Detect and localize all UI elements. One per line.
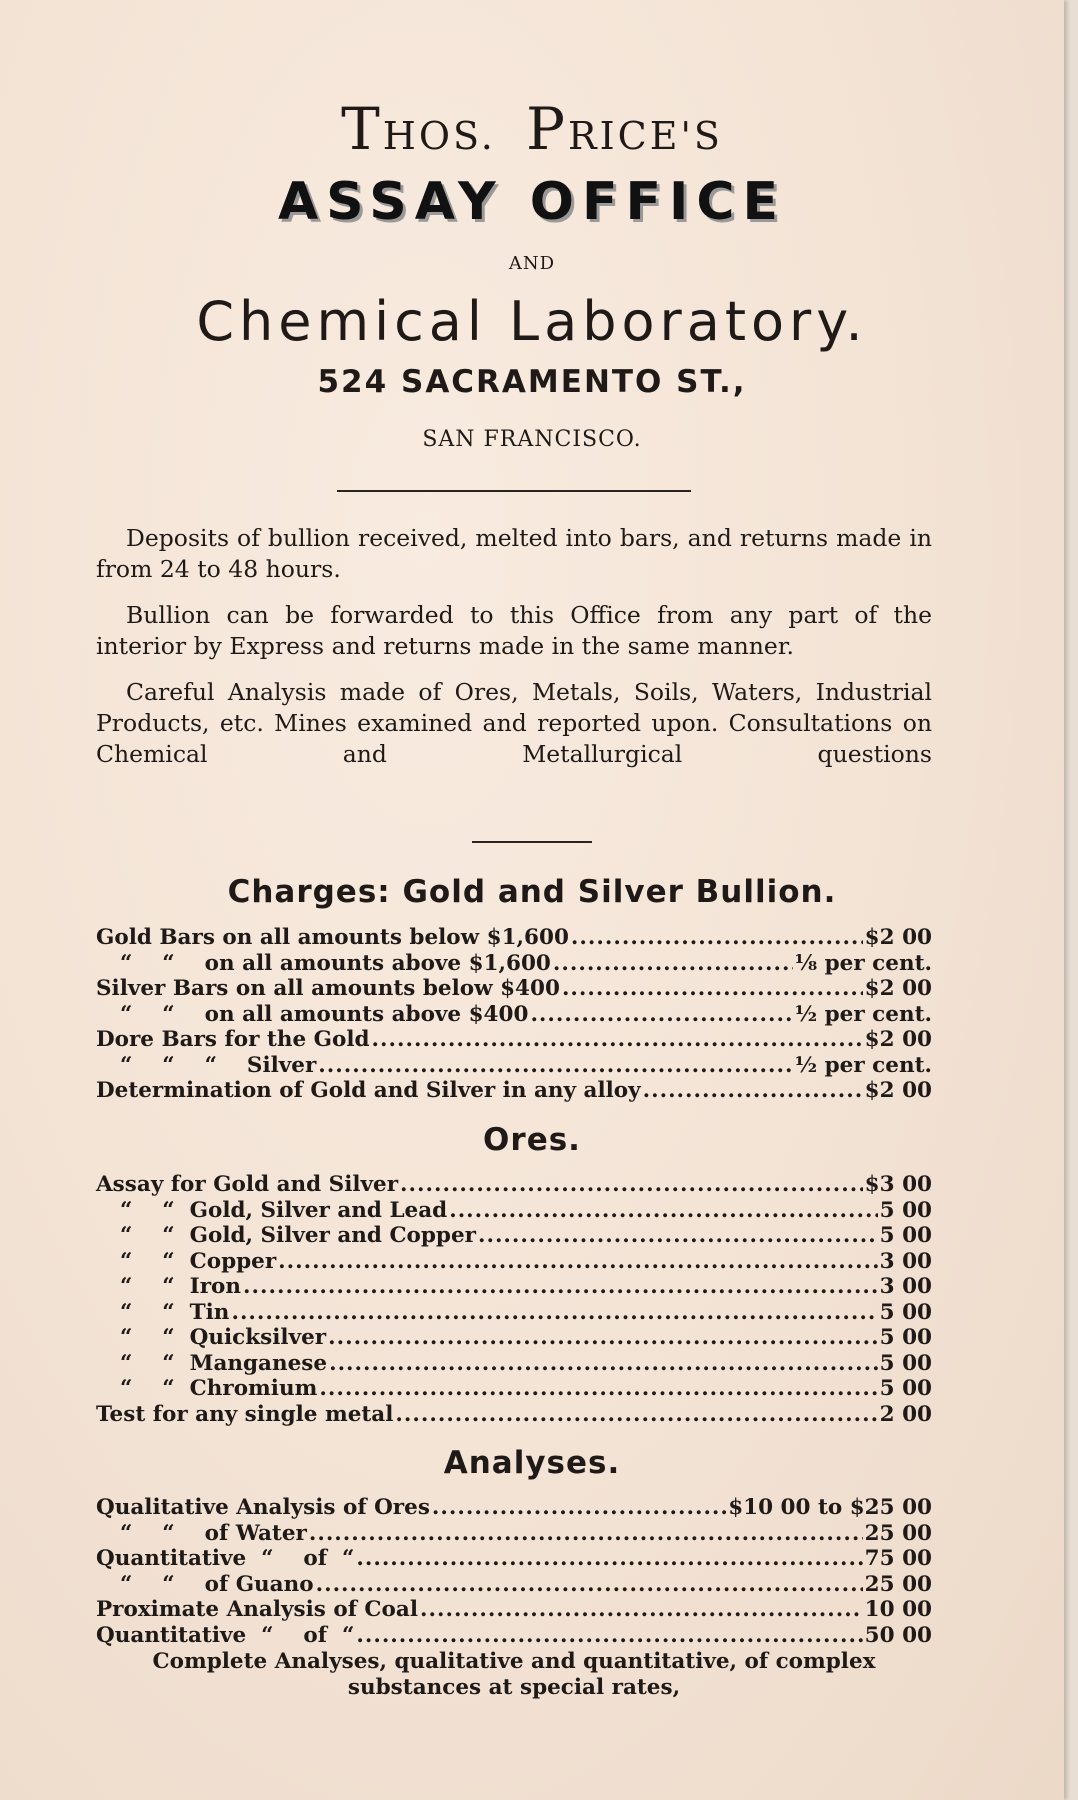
- price-row: [96, 1597, 932, 1623]
- leader-dots: [278, 1249, 877, 1275]
- price-row-label: “ “ “ Silver: [120, 1052, 317, 1078]
- price-row-value: 10 00: [864, 1597, 932, 1622]
- price-row-label: Gold Bars on all amounts below $1,600: [96, 925, 569, 950]
- leader-dots: [356, 1623, 862, 1649]
- price-row-label: Proximate Analysis of Coal: [96, 1597, 418, 1622]
- price-row: [96, 1198, 932, 1224]
- title-assay-office: ASSAY OFFICE: [277, 172, 787, 232]
- leader-dots: [571, 925, 863, 951]
- price-row-value: $2 00: [864, 1027, 932, 1052]
- leader-dots: [356, 1546, 862, 1572]
- price-row-value: 50 00: [864, 1622, 932, 1648]
- intro-text: [96, 523, 932, 770]
- leader-dots: [395, 1402, 877, 1428]
- leader-dots: [420, 1597, 863, 1623]
- price-row-label: Determination of Gold and Silver in any alloy: [96, 1078, 641, 1103]
- proprietor-name: [0, 95, 1064, 163]
- leader-dots: [318, 1053, 792, 1079]
- leader-dots: [643, 1078, 863, 1104]
- leader-dots: [309, 1521, 863, 1547]
- price-row: [96, 1495, 932, 1521]
- leader-dots: [328, 1325, 878, 1351]
- price-row-value: $2 00: [864, 976, 932, 1001]
- price-row-value: $2 00: [864, 925, 932, 950]
- price-row: [96, 1078, 932, 1104]
- price-row-label: Assay for Gold and Silver: [96, 1172, 399, 1197]
- price-row-value: ½ per cent.: [794, 1052, 932, 1078]
- leader-dots: [478, 1223, 878, 1249]
- price-row: [96, 1623, 932, 1649]
- city: SAN FRANCISCO.: [422, 427, 642, 452]
- price-row-value: $2 00: [864, 1078, 932, 1103]
- initial-p: P: [525, 95, 569, 163]
- price-row-label: “ “ Tin: [120, 1299, 230, 1325]
- price-row: [96, 1223, 932, 1249]
- price-row: [96, 1521, 932, 1547]
- street-address: 524 SACRAMENTO ST.,: [317, 364, 747, 400]
- price-row-value: 5 00: [879, 1197, 932, 1223]
- price-row: [96, 976, 932, 1002]
- analyses-heading: Analyses.: [443, 1445, 621, 1481]
- price-row-label: “ “ Manganese: [120, 1350, 328, 1376]
- price-row-label: Test for any single metal: [96, 1401, 394, 1427]
- leader-dots: [553, 951, 793, 977]
- price-row: [96, 1572, 932, 1598]
- leader-dots: [231, 1300, 877, 1326]
- section-divider: [472, 841, 592, 843]
- price-row-value: 25 00: [864, 1571, 932, 1597]
- name-part-price: RICE'S: [568, 114, 723, 158]
- price-row-value: 75 00: [864, 1546, 932, 1571]
- price-row-label: “ “ on all amounts above $1,600: [120, 950, 551, 976]
- price-row-label: “ “ of Water: [120, 1520, 307, 1546]
- price-row-label: Dore Bars for the Gold: [96, 1027, 370, 1052]
- price-row-value: 2 00: [879, 1401, 932, 1427]
- initial-t: T: [341, 95, 383, 163]
- price-row-value: 5 00: [879, 1325, 932, 1350]
- header-divider: [337, 490, 691, 492]
- price-row: [96, 925, 932, 951]
- price-row: [96, 1002, 932, 1028]
- price-row-label: “ “ on all amounts above $400: [120, 1001, 529, 1027]
- price-row-label: “ “ Iron: [120, 1274, 242, 1299]
- leader-dots: [372, 1027, 863, 1053]
- ores-heading: Ores.: [483, 1122, 581, 1158]
- price-row: [96, 1249, 932, 1275]
- price-row-value: 3 00: [879, 1274, 932, 1299]
- price-row-label: Qualitative Analysis of Ores: [96, 1495, 430, 1520]
- analyses-note: Complete Analyses, qualitative and quantitative, of complex substances at special rates,: [152, 1649, 876, 1700]
- price-row: [96, 1027, 932, 1053]
- intro-paragraph-1: Deposits of bullion received, melted into bars, and returns made in from 24 to 48 hours.: [96, 524, 932, 583]
- price-row-label: Quantitative “ of “: [96, 1546, 355, 1571]
- price-row-label: “ “ Chromium: [120, 1376, 318, 1401]
- price-row: [96, 951, 932, 977]
- price-row-value: ⅛ per cent.: [794, 950, 932, 976]
- title-conjunction: AND: [508, 253, 556, 274]
- price-row-value: 5 00: [879, 1376, 932, 1401]
- analyses-price-list: [96, 1495, 932, 1648]
- price-row-value: $3 00: [864, 1172, 932, 1197]
- price-row-label: “ “ Copper: [120, 1248, 277, 1274]
- price-row-value: 25 00: [864, 1520, 932, 1546]
- leader-dots: [316, 1572, 863, 1598]
- leader-dots: [432, 1495, 726, 1521]
- price-row-label: “ “ of Guano: [120, 1571, 314, 1597]
- price-row-value: ½ per cent.: [794, 1001, 932, 1027]
- price-row-label: “ “ Quicksilver: [120, 1325, 327, 1350]
- price-row-value: 3 00: [879, 1248, 932, 1274]
- price-row-value: $10 00 to $25 00: [728, 1495, 932, 1520]
- price-row: [96, 1546, 932, 1572]
- price-row: [96, 1053, 932, 1079]
- price-row: [96, 1351, 932, 1377]
- bullion-price-list: [96, 925, 932, 1104]
- ores-price-list: [96, 1172, 932, 1427]
- price-row-value: 5 00: [879, 1299, 932, 1325]
- leader-dots: [449, 1198, 877, 1224]
- price-row-label: “ “ Gold, Silver and Lead: [120, 1197, 448, 1223]
- price-row: [96, 1172, 932, 1198]
- leader-dots: [243, 1274, 878, 1300]
- name-part-thos: HOS.: [382, 114, 496, 158]
- price-row: [96, 1376, 932, 1402]
- leader-dots: [329, 1351, 878, 1377]
- bullion-heading: Charges: Gold and Silver Bullion.: [227, 874, 837, 910]
- intro-paragraph-3: Careful Analysis made of Ores, Metals, Soils, Waters, Industrial Products, etc. Mines examined and reported upon. Consultations on Chemical and Metallurgical questions: [96, 678, 932, 768]
- leader-dots: [400, 1172, 863, 1198]
- price-row-label: “ “ Gold, Silver and Copper: [120, 1223, 476, 1248]
- intro-paragraph-2: Bullion can be forwarded to this Office from any part of the interior by Express and returns made in the same manner.: [96, 601, 932, 660]
- leader-dots: [530, 1002, 792, 1028]
- price-row: [96, 1402, 932, 1428]
- price-row-label: Silver Bars on all amounts below $400: [96, 976, 560, 1001]
- leader-dots: [319, 1376, 877, 1402]
- leader-dots: [562, 976, 863, 1002]
- subtitle-chemical-laboratory: Chemical Laboratory.: [196, 290, 868, 353]
- price-row: [96, 1300, 932, 1326]
- price-row-value: 5 00: [879, 1350, 932, 1376]
- price-row-label: Quantitative “ of “: [96, 1622, 355, 1648]
- price-row-value: 5 00: [879, 1223, 932, 1248]
- price-row: [96, 1325, 932, 1351]
- price-row: [96, 1274, 932, 1300]
